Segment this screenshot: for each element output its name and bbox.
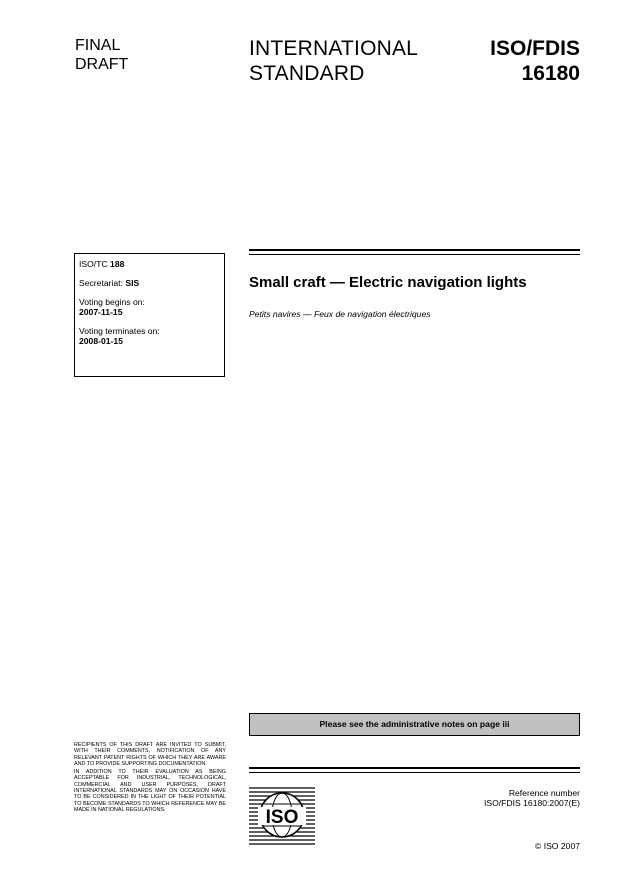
- secretariat-label: Secretariat:: [79, 278, 126, 288]
- draft-status: [75, 36, 128, 74]
- copyright-notice: © ISO 2007: [534, 841, 580, 851]
- administrative-notice: Please see the administrative notes on page iii: [249, 713, 580, 736]
- secretariat-row: [79, 278, 220, 288]
- reference-number-value: ISO/FDIS 16180:2007(E): [483, 798, 580, 808]
- voting-terminates-row: [79, 326, 220, 346]
- iso-logo-icon: [249, 784, 315, 847]
- document-type: [249, 36, 418, 86]
- document-type-line1: INTERNATIONAL: [249, 37, 419, 60]
- document-id-line1: ISO/FDIS: [490, 37, 580, 60]
- committee-info-box: [74, 253, 225, 377]
- document-id-line2: 16180: [521, 62, 580, 85]
- footer-rule-thin: [249, 772, 580, 773]
- voting-begins-value: 2007-11-15: [79, 307, 123, 317]
- disclaimer-paragraph-1: RECIPIENTS OF THIS DRAFT ARE INVITED TO SUBMIT, WITH THEIR COMMENTS, NOTIFICATION OF ANY RELEVANT PATENT RIGHTS OF WHICH THEY ARE AWARE AND TO PROVIDE SUPPORTING DOCUMENTATION.: [74, 742, 226, 767]
- committee-number: 188: [110, 259, 125, 269]
- document-title: Small craft — Electric navigation lights: [249, 274, 527, 291]
- document-title-french: Petits navires — Feux de navigation électriques: [249, 309, 431, 319]
- title-rule-thin: [249, 254, 580, 255]
- committee-row: [79, 259, 220, 269]
- draft-status-line1: FINAL: [75, 37, 121, 54]
- voting-terminates-label: Voting terminates on:: [79, 326, 160, 336]
- secretariat-value: SIS: [125, 278, 140, 288]
- title-rule-thick: [249, 249, 580, 251]
- footer-rule-thick: [249, 767, 580, 769]
- reference-number-label: Reference number: [508, 788, 580, 798]
- committee-label: ISO/TC: [79, 259, 111, 269]
- recipient-disclaimer: [74, 742, 226, 815]
- draft-status-line2: DRAFT: [75, 56, 129, 73]
- document-id: [490, 36, 580, 86]
- document-type-line2: STANDARD: [249, 62, 365, 85]
- voting-terminates-value: 2008-01-15: [79, 336, 123, 346]
- voting-begins-row: [79, 297, 220, 317]
- iso-logo-text: ISO: [265, 807, 299, 828]
- disclaimer-paragraph-2: IN ADDITION TO THEIR EVALUATION AS BEING ACCEPTABLE FOR INDUSTRIAL, TECHNOLOGICAL, COMMERCIAL AND USER PURPOSES, DRAFT INTERNATIONAL STANDARDS MAY ON OCCASION HAVE TO BE CONSIDERED IN THE LIGHT OF THEIR POTENTIAL TO BECOME STANDARDS TO WHICH REFERENCE MAY BE MADE IN NATIONAL REGULATIONS.: [74, 769, 226, 813]
- voting-begins-label: Voting begins on:: [79, 297, 145, 307]
